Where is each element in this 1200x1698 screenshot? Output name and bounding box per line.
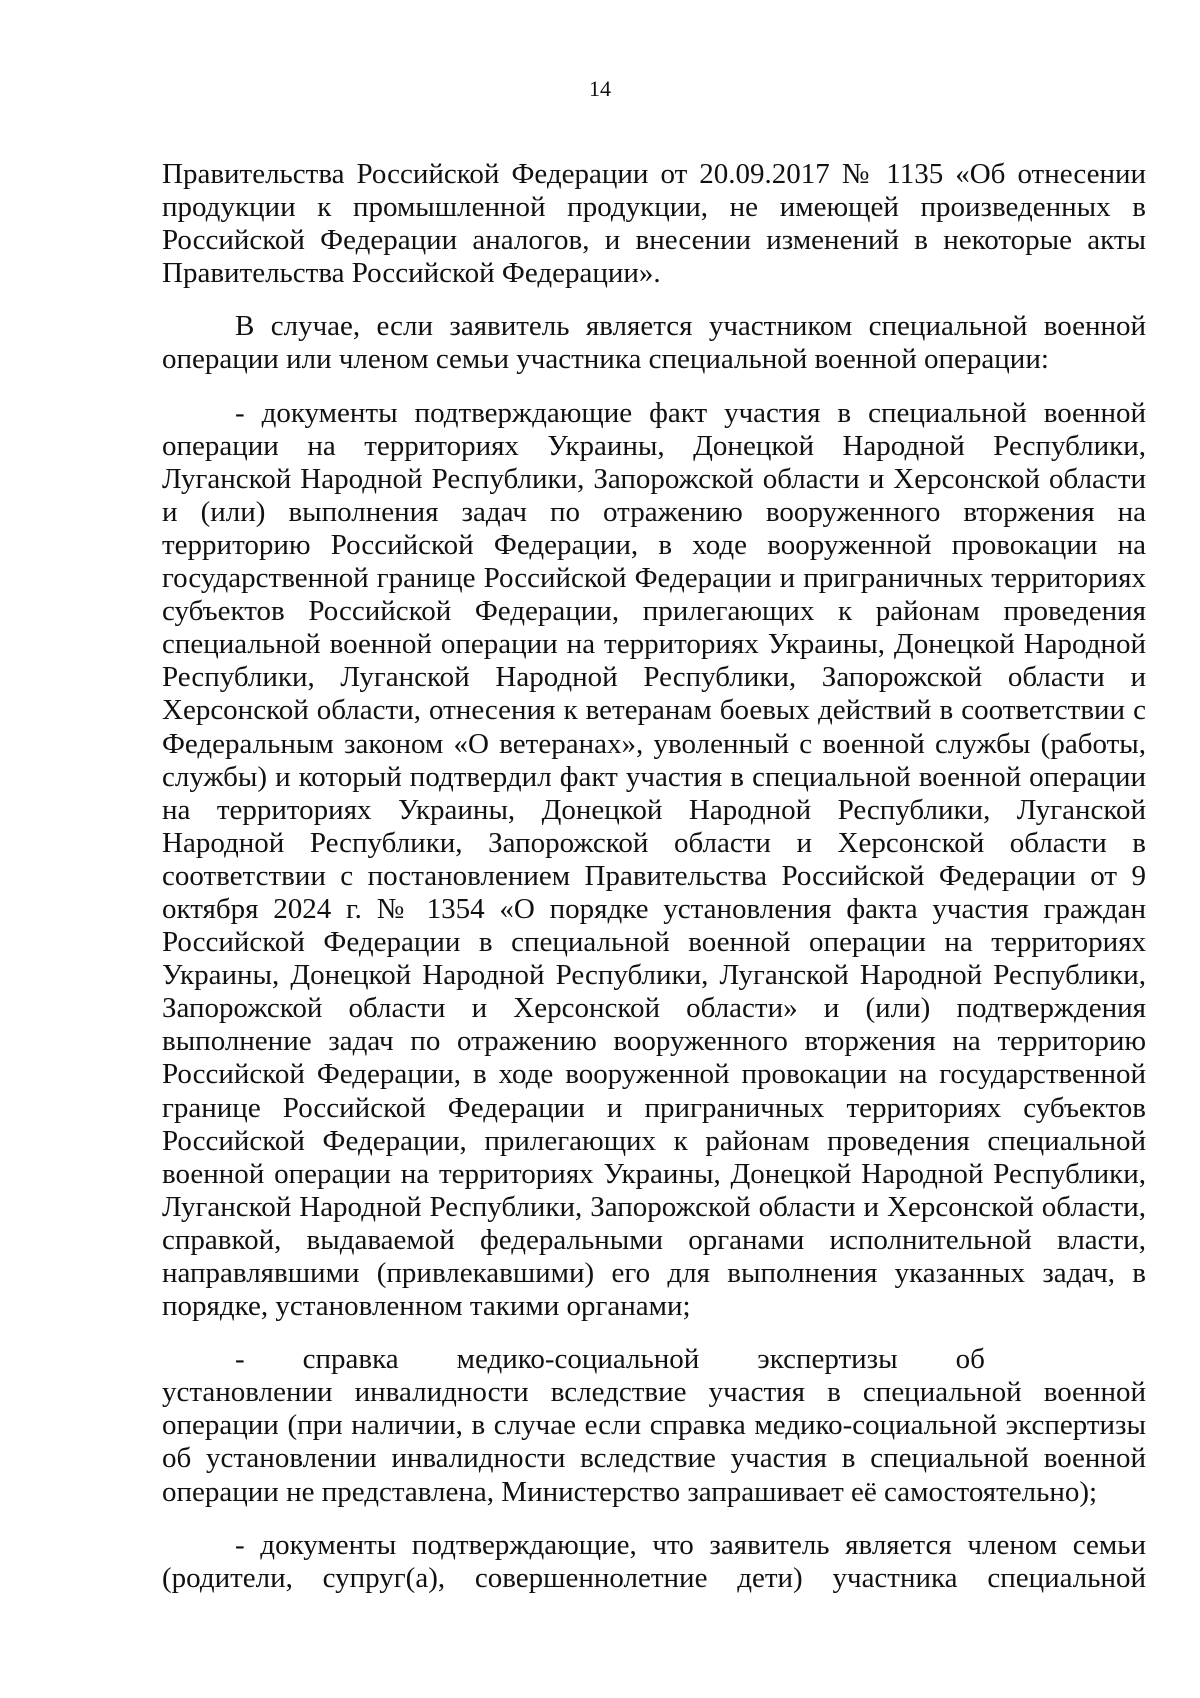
list-item-participation-documents: - документы подтверждающие факт участия в специальной военной операции на территориях Украины, Донецкой Народной Республики, Луганской Народной Республики, Запорожской области и Херсонской области и (или) выполнения задач по отражению вооруженного вторжения на территорию Российской Федерации, в ходе вооруженной провокации на государственной границе Российской Федерации и приграничных территориях субъектов Российской Федерации, прилегающих к районам проведения специальной военной операции на территориях Украины, Донецкой Народной Республики, Луганской Народной Республики, Запорожской области и Херсонской области, отнесения к ветеранам боевых действий в соответствии с Федеральным законом «О ветеранах», уволенный с военной службы (работы, службы) и который подтвердил факт участия в специальной военной операции на территориях Украины, Донецкой Народной Республики, Луганской Народной Республики, Запорожской области и Херсонской области в соответствии с постановлением Правительства Российской Федерации от 9 октября 2024 г. № 1354 «О порядке установления факта участия граждан Российской Федерации в специальной военной операции на территориях Украины, Донецкой Народной Республики, Луганской Народной Республики, Запорожской области и Херсонской области» и (или) подтверждения выполнение задач по отражению вооруженного вторжения на территорию Российской Федерации, в ходе вооруженной провокации на государственной границе Российской Федерации и приграничных территориях субъектов Российской Федерации, прилегающих к районам проведения специальной военной операции на территориях Украины, Донецкой Народной Республики, Луганской Народной Республики, Запорожской области и Херсонской области, справкой, выдаваемой федеральными органами исполнительной власти, направлявшими (привлекавшими) его для выполнения указанных задач, в порядке, установленном такими органами; [162, 396, 1146, 1323]
document-body [162, 158, 1146, 1595]
paragraph-svo-condition: В случае, если заявитель является участником специальной военной операции или членом семьи участника специальной военной операции: [162, 310, 1146, 376]
list-item-disability-certificate: - справка медико-социальной экспертизы об установлении инвалидности вследствие участия в специальной военной операции (при наличии, в случае если справка медико-социальной экспертизы об установлении инвалидности вследствие участия в специальной военной операции не представлена, Министерство запрашивает её самостоятельно); [162, 1343, 1146, 1508]
page-number: 14 [589, 76, 611, 101]
paragraph-continuation: Правительства Российской Федерации от 20.09.2017 № 1135 «Об отнесении продукции к промышленной продукции, не имеющей произведенных в Российской Федерации аналогов, и внесении изменений в некоторые акты Правительства Российской Федерации». [162, 158, 1146, 290]
list-item-family-member-documents: - документы подтверждающие, что заявитель является членом семьи (родители, супруг(а), совершеннолетние дети) участника специальной [162, 1528, 1146, 1594]
